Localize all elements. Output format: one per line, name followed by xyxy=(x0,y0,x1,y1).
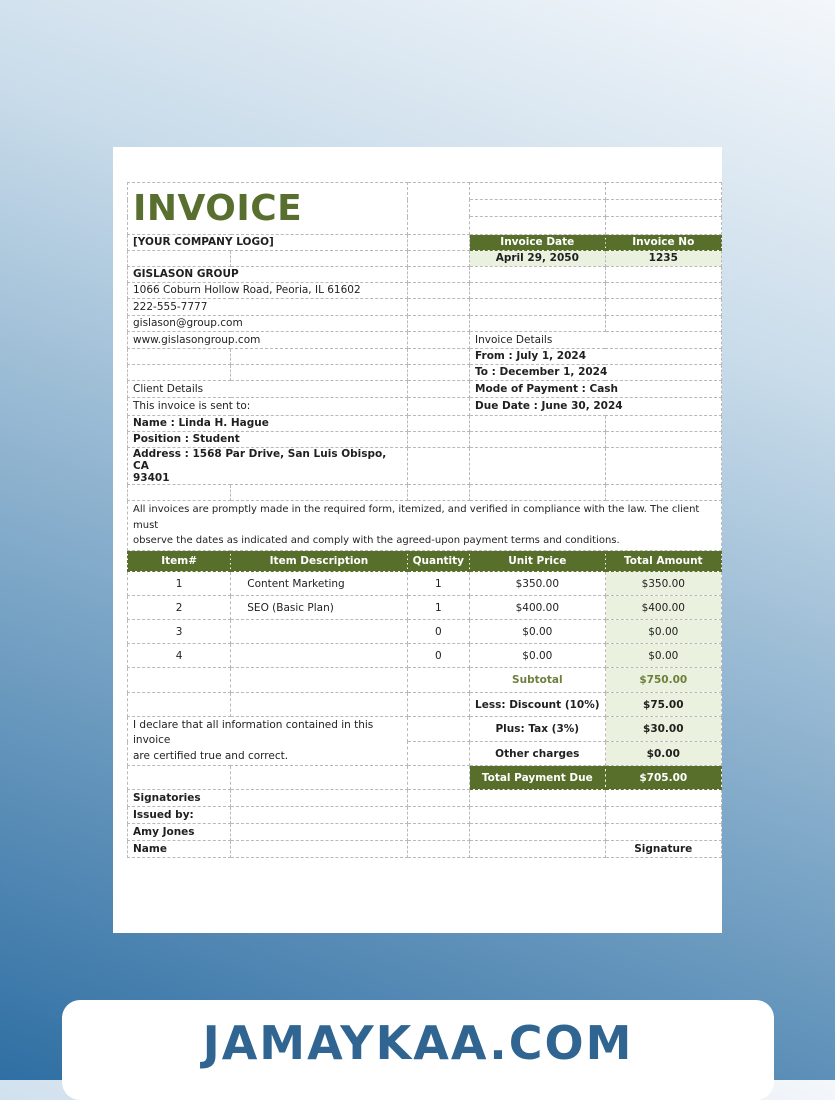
company-logo-placeholder: [YOUR COMPANY LOGO] xyxy=(128,235,408,251)
footer-banner xyxy=(62,1000,774,1100)
item-num: 3 xyxy=(128,620,231,644)
item-total: $0.00 xyxy=(605,620,721,644)
signature-label: Signature xyxy=(605,841,721,858)
item-description xyxy=(231,644,407,668)
details-due-date: Due Date : June 30, 2024 xyxy=(470,398,722,416)
subtotal-value: $750.00 xyxy=(605,668,721,693)
invoice-no-value: 1235 xyxy=(605,251,721,267)
client-address xyxy=(128,448,408,485)
other-charges-label: Other charges xyxy=(470,742,606,766)
brand-wordmark: JAMAYKAA.COM xyxy=(202,1016,634,1070)
table-row xyxy=(128,620,722,644)
issued-by-label: Issued by: xyxy=(128,807,231,824)
company-email: gislason@group.com xyxy=(128,316,408,332)
item-unit-price: $400.00 xyxy=(470,596,606,620)
details-mode-of-payment: Mode of Payment : Cash xyxy=(470,381,722,398)
total-payment-due-label: Total Payment Due xyxy=(470,766,606,790)
client-address-line1: Address : 1568 Par Drive, San Luis Obispo, CA xyxy=(133,448,387,473)
discount-value: $75.00 xyxy=(605,693,721,717)
invoice-details-heading: Invoice Details xyxy=(470,332,722,349)
company-website: www.gislasongroup.com xyxy=(128,332,408,349)
invoice-date-value: April 29, 2050 xyxy=(470,251,606,267)
invoice-date-label: Invoice Date xyxy=(470,235,606,251)
col-header-description: Item Description xyxy=(231,551,407,572)
table-row xyxy=(128,572,722,596)
client-position: Position : Student xyxy=(128,432,408,448)
name-label: Name xyxy=(128,841,231,858)
other-charges-value: $0.00 xyxy=(605,742,721,766)
invoice-title: INVOICE xyxy=(128,183,408,235)
item-total: $0.00 xyxy=(605,644,721,668)
item-quantity: 1 xyxy=(407,596,469,620)
col-header-quantity: Quantity xyxy=(407,551,469,572)
details-to: To : December 1, 2024 xyxy=(470,365,722,381)
table-row xyxy=(128,644,722,668)
item-unit-price: $0.00 xyxy=(470,644,606,668)
item-quantity: 0 xyxy=(407,644,469,668)
client-name: Name : Linda H. Hague xyxy=(128,416,408,432)
issuer-name: Amy Jones xyxy=(128,824,231,841)
client-sent-to: This invoice is sent to: xyxy=(128,398,408,416)
item-total: $400.00 xyxy=(605,596,721,620)
item-num: 2 xyxy=(128,596,231,620)
tax-label: Plus: Tax (3%) xyxy=(470,717,606,742)
client-details-heading: Client Details xyxy=(128,381,408,398)
terms-text xyxy=(128,501,722,551)
item-description: SEO (Basic Plan) xyxy=(231,596,407,620)
col-header-total-amount: Total Amount xyxy=(605,551,721,572)
item-description xyxy=(231,620,407,644)
terms-line2: observe the dates as indicated and comply with the agreed-upon payment terms and conditions. xyxy=(133,535,620,547)
subtotal-label: Subtotal xyxy=(470,668,606,693)
invoice-no-label: Invoice No xyxy=(605,235,721,251)
item-unit-price: $350.00 xyxy=(470,572,606,596)
signatories-heading: Signatories xyxy=(128,790,231,807)
item-num: 1 xyxy=(128,572,231,596)
tax-value: $30.00 xyxy=(605,717,721,742)
declaration-line2: are certified true and correct. xyxy=(133,750,289,763)
item-quantity: 0 xyxy=(407,620,469,644)
col-header-unit-price: Unit Price xyxy=(470,551,606,572)
invoice-grid xyxy=(127,182,722,858)
table-row xyxy=(128,596,722,620)
client-address-line2: 93401 xyxy=(133,472,170,485)
col-header-item-num: Item# xyxy=(128,551,231,572)
terms-line1: All invoices are promptly made in the required form, itemized, and verified in compliance with the law. The client must xyxy=(133,504,700,531)
invoice-sheet xyxy=(113,147,722,933)
company-phone: 222-555-7777 xyxy=(128,299,408,316)
item-total: $350.00 xyxy=(605,572,721,596)
company-name: GISLASON GROUP xyxy=(128,267,408,283)
item-unit-price: $0.00 xyxy=(470,620,606,644)
details-from: From : July 1, 2024 xyxy=(470,349,722,365)
item-num: 4 xyxy=(128,644,231,668)
total-payment-due-value: $705.00 xyxy=(605,766,721,790)
declaration-text xyxy=(128,717,408,766)
item-quantity: 1 xyxy=(407,572,469,596)
declaration-line1: I declare that all information contained in this invoice xyxy=(133,718,374,747)
item-description: Content Marketing xyxy=(231,572,407,596)
discount-label: Less: Discount (10%) xyxy=(470,693,606,717)
company-address: 1066 Coburn Hollow Road, Peoria, IL 61602 xyxy=(128,283,408,299)
